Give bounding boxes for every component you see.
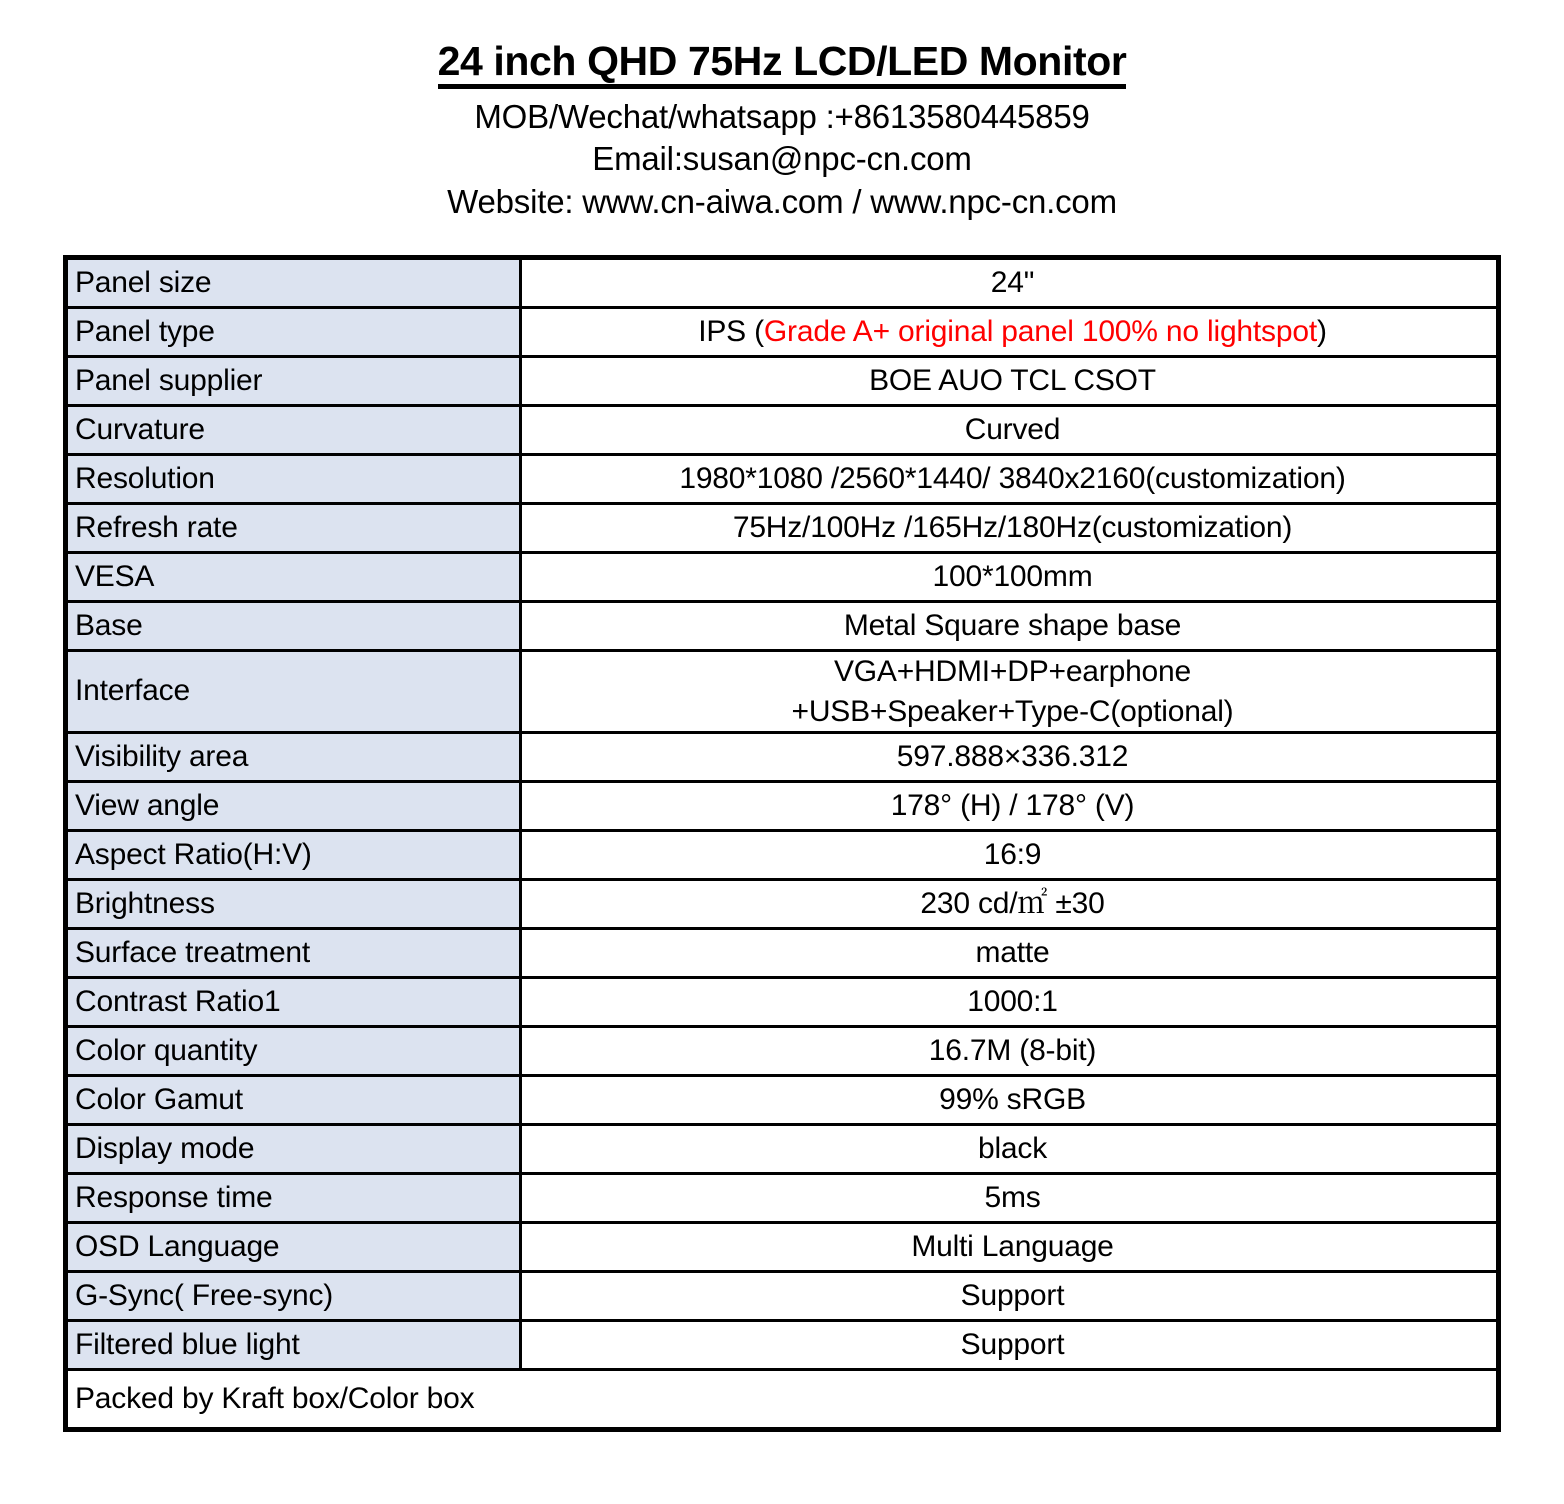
spec-value: BOE AUO TCL CSOT xyxy=(521,357,1499,406)
table-row xyxy=(66,978,1499,1027)
spec-label: Visibility area xyxy=(66,733,521,782)
spec-value: 5ms xyxy=(521,1174,1499,1223)
spec-value: 75Hz/100Hz /165Hz/180Hz(customization) xyxy=(521,504,1499,553)
spec-value: Multi Language xyxy=(521,1223,1499,1272)
spec-value: 1980*1080 /2560*1440/ 3840x2160(customization) xyxy=(521,455,1499,504)
spec-value: Metal Square shape base xyxy=(521,602,1499,651)
spec-value: 16:9 xyxy=(521,831,1499,880)
table-row xyxy=(66,733,1499,782)
spec-value: black xyxy=(521,1125,1499,1174)
spec-label: Response time xyxy=(66,1174,521,1223)
table-row xyxy=(66,1321,1499,1370)
spec-value: matte xyxy=(521,929,1499,978)
spec-value: 24" xyxy=(521,258,1499,308)
spec-label: Base xyxy=(66,602,521,651)
contact-email: Email:susan@npc-cn.com xyxy=(592,140,972,178)
spec-label: Color Gamut xyxy=(66,1076,521,1125)
spec-value-line: +USB+Speaker+Type-C(optional) xyxy=(791,694,1234,728)
spec-value xyxy=(521,651,1499,733)
specification-table-container xyxy=(63,255,1501,1432)
spec-label: View angle xyxy=(66,782,521,831)
spec-value-prefix: IPS ( xyxy=(698,314,764,348)
table-row xyxy=(66,357,1499,406)
spec-label: Panel supplier xyxy=(66,357,521,406)
page-title: 24 inch QHD 75Hz LCD/LED Monitor xyxy=(438,40,1127,89)
table-row xyxy=(66,1027,1499,1076)
spec-label: G-Sync( Free-sync) xyxy=(66,1272,521,1321)
spec-label: OSD Language xyxy=(66,1223,521,1272)
table-row xyxy=(66,651,1499,733)
contact-mobile: MOB/Wechat/whatsapp :+8613580445859 xyxy=(474,98,1090,136)
table-row xyxy=(66,553,1499,602)
spec-value: Curved xyxy=(521,406,1499,455)
table-row xyxy=(66,1370,1499,1430)
spec-label: Panel size xyxy=(66,258,521,308)
packaging-note: Packed by Kraft box/Color box xyxy=(66,1370,1499,1430)
spec-value: 100*100mm xyxy=(521,553,1499,602)
spec-value: 16.7M (8-bit) xyxy=(521,1027,1499,1076)
specification-table-body xyxy=(66,258,1499,1430)
spec-value: 99% sRGB xyxy=(521,1076,1499,1125)
spec-value: 230 cd/㎡ ±30 xyxy=(521,880,1499,929)
spec-value-highlight: Grade A+ original panel 100% no lightspot xyxy=(763,314,1317,348)
spec-label: Filtered blue light xyxy=(66,1321,521,1370)
table-row xyxy=(66,880,1499,929)
spec-label: VESA xyxy=(66,553,521,602)
spec-label: Display mode xyxy=(66,1125,521,1174)
table-row xyxy=(66,929,1499,978)
specification-table xyxy=(63,255,1501,1432)
spec-label: Brightness xyxy=(66,880,521,929)
spec-value-suffix: ) xyxy=(1316,314,1327,348)
table-row xyxy=(66,455,1499,504)
spec-value-line: VGA+HDMI+DP+earphone xyxy=(833,655,1192,688)
spec-label: Surface treatment xyxy=(66,929,521,978)
document-header xyxy=(0,0,1564,223)
contact-website: Website: www.cn-aiwa.com / www.npc-cn.com xyxy=(447,182,1117,220)
spec-label: Interface xyxy=(66,651,521,733)
table-row xyxy=(66,1272,1499,1321)
spec-label: Color quantity xyxy=(66,1027,521,1076)
table-row xyxy=(66,1076,1499,1125)
table-row xyxy=(66,258,1499,308)
table-row xyxy=(66,504,1499,553)
spec-value xyxy=(521,308,1499,357)
spec-label: Resolution xyxy=(66,455,521,504)
table-row xyxy=(66,1223,1499,1272)
spec-value: Support xyxy=(521,1321,1499,1370)
table-row xyxy=(66,406,1499,455)
spec-value: 178° (H) / 178° (V) xyxy=(521,782,1499,831)
table-row xyxy=(66,602,1499,651)
table-row xyxy=(66,782,1499,831)
spec-label: Aspect Ratio(H:V) xyxy=(66,831,521,880)
table-row xyxy=(66,1125,1499,1174)
table-row xyxy=(66,1174,1499,1223)
table-row xyxy=(66,831,1499,880)
spec-value: 1000:1 xyxy=(521,978,1499,1027)
spec-value: Support xyxy=(521,1272,1499,1321)
spec-label: Panel type xyxy=(66,308,521,357)
spec-label: Refresh rate xyxy=(66,504,521,553)
spec-value: 597.888×336.312 xyxy=(521,733,1499,782)
spec-label: Curvature xyxy=(66,406,521,455)
table-row xyxy=(66,308,1499,357)
spec-label: Contrast Ratio1 xyxy=(66,978,521,1027)
